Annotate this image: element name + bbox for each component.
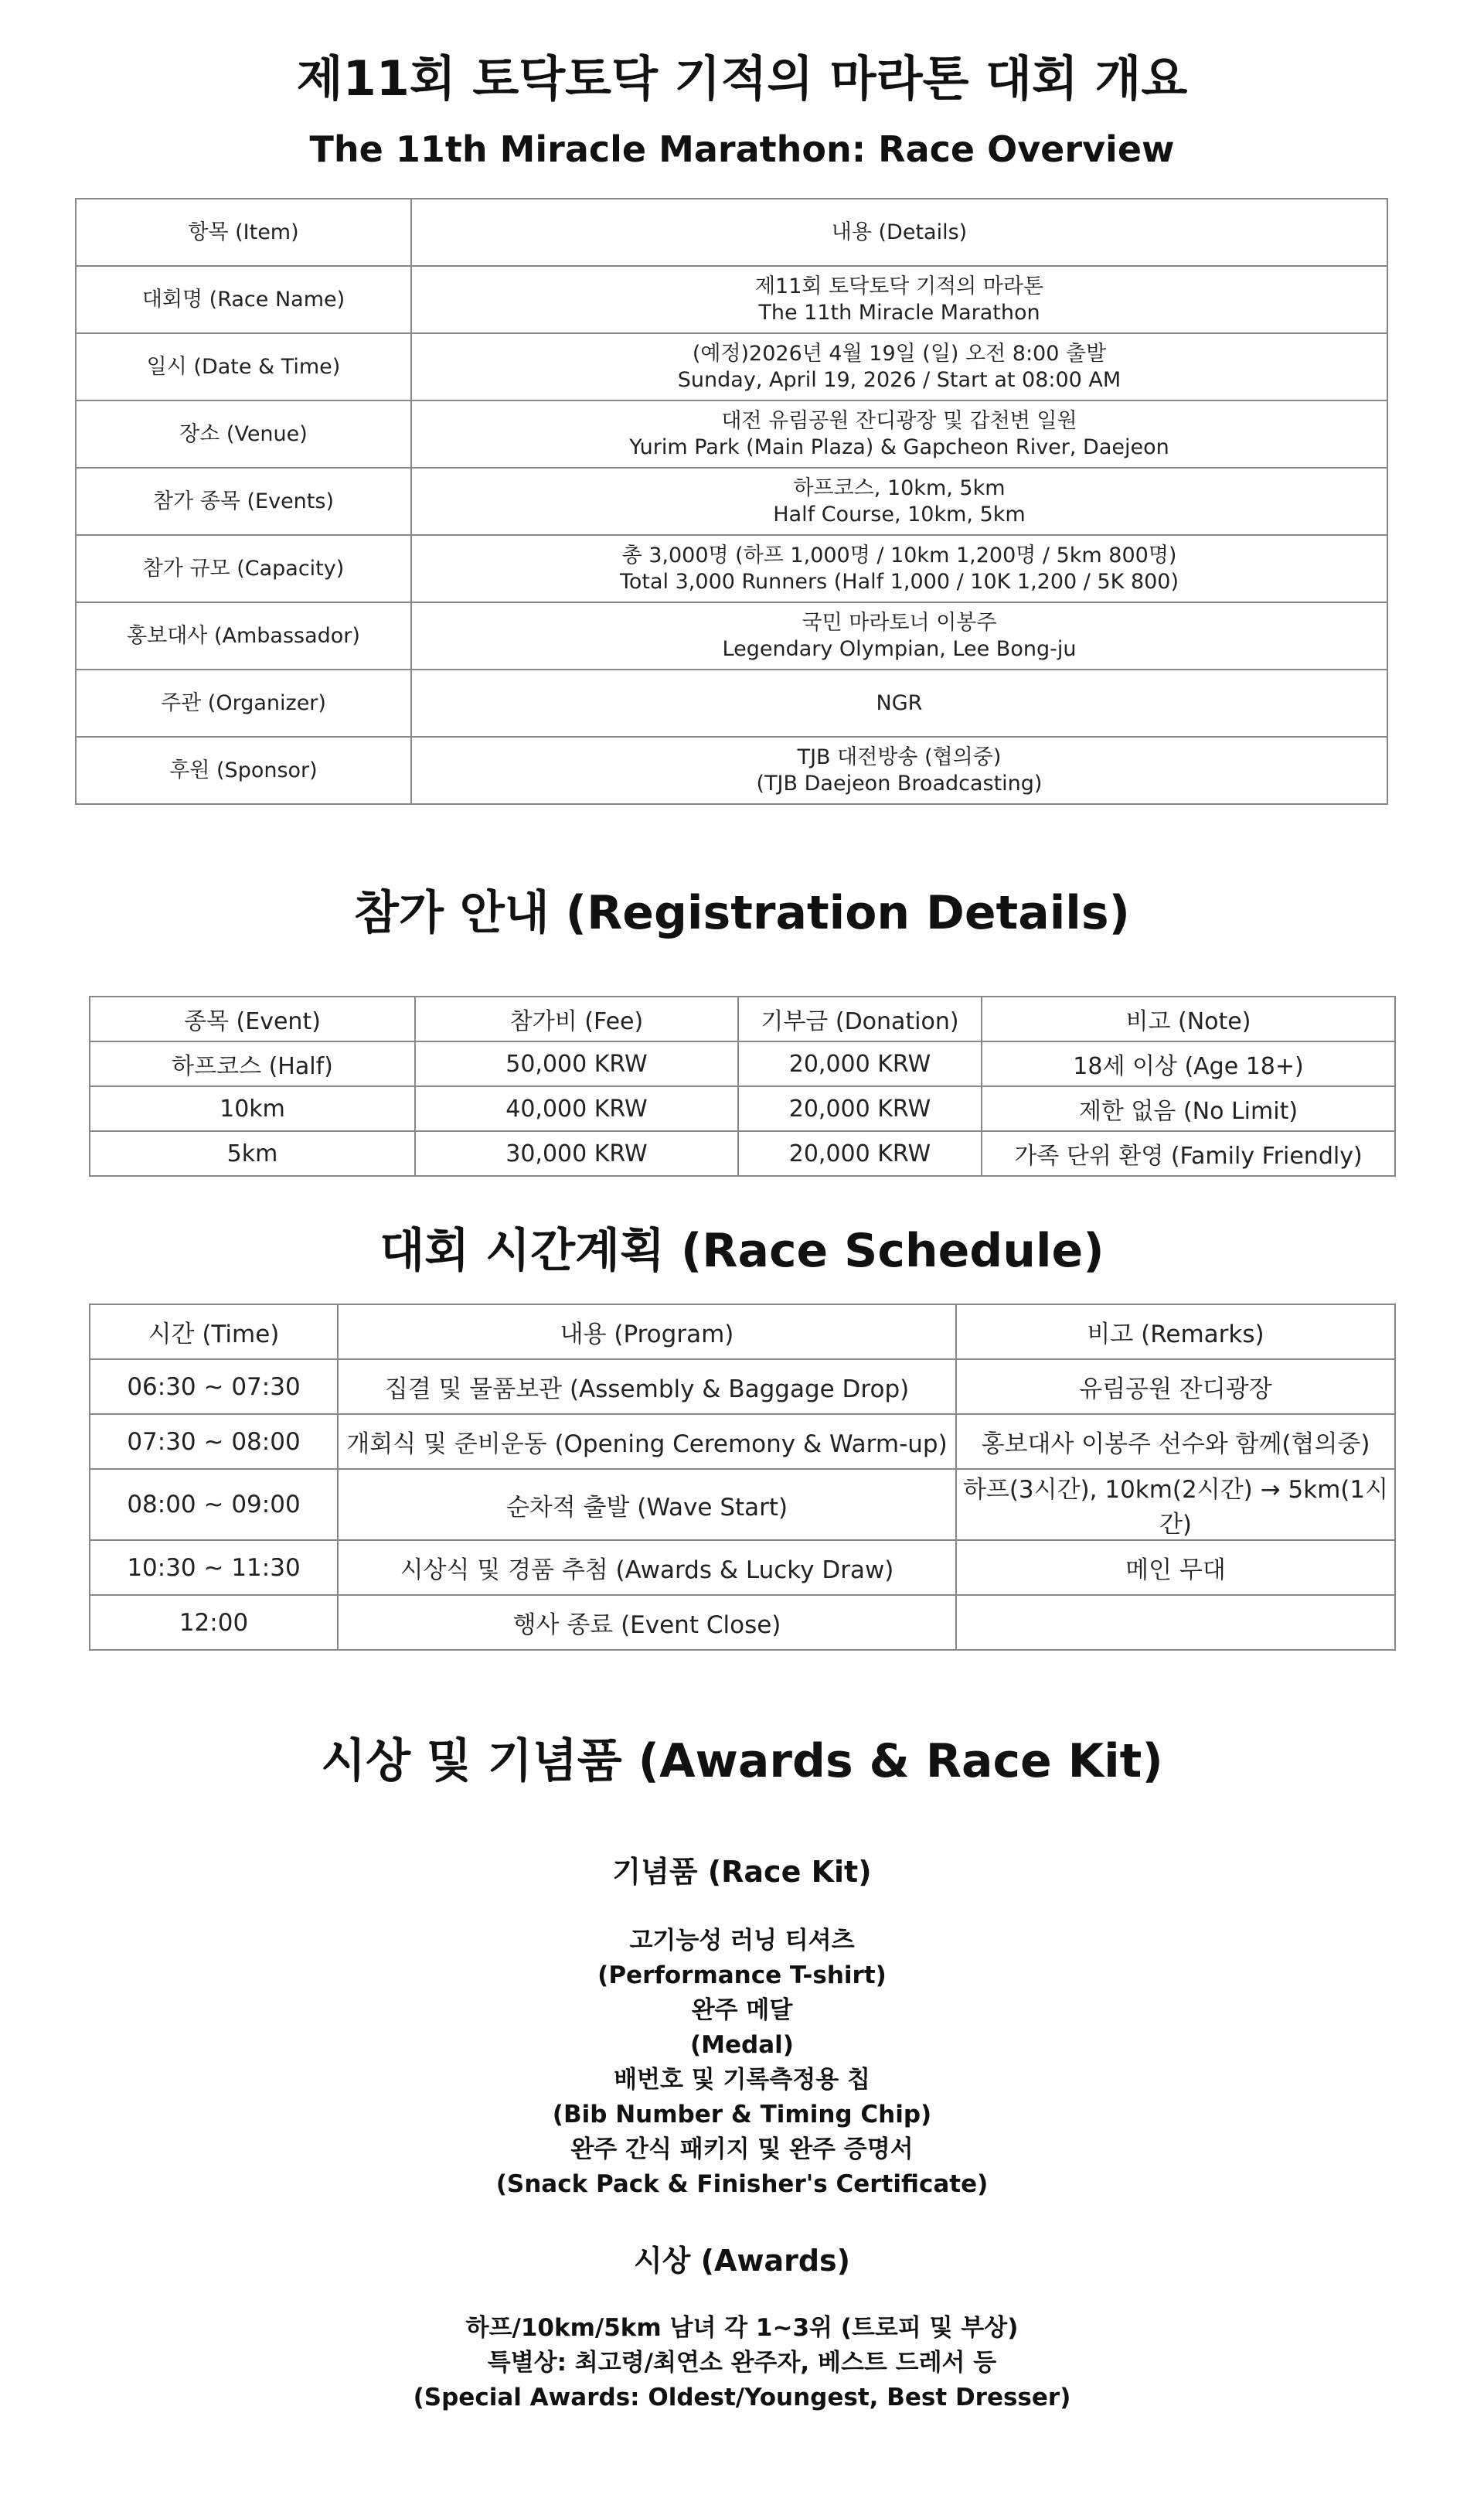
table-row [90,1359,1395,1414]
race-kit-item: 완주 메달 [691,1996,793,2024]
details-line1: 대전 유림공원 잔디광장 및 갑천변 일원 [721,408,1077,433]
table-row [76,468,1387,535]
details-line2: Yurim Park (Main Plaza) & Gapcheon River, Daejeon [629,435,1169,459]
table-row [76,737,1387,804]
page-title-korean: 제11회 토닥토닥 기적의 마라톤 대회 개요 [296,50,1188,107]
registration-section-title: 참가 안내 (Registration Details) [354,886,1130,940]
table-cell: 행사 종료 (Event Close) [338,1595,956,1650]
table-cell: 하프코스 (Half) [90,1041,415,1086]
details-cell [411,535,1387,602]
table-row [90,1041,1395,1086]
table-cell: 유림공원 잔디광장 [956,1359,1395,1414]
table-row [76,333,1387,400]
header-cell: 항목 (Item) [76,199,411,266]
item-cell: 주관 (Organizer) [76,670,411,737]
race-kit-item: 배번호 및 기록측정용 칩 [614,2066,870,2094]
table-cell: 20,000 KRW [738,1041,982,1086]
table-row [76,535,1387,602]
details-line2: (TJB Daejeon Broadcasting) [756,771,1043,796]
registration-table [89,996,1396,1177]
details-cell [411,468,1387,535]
table-cell: 07:30 ~ 08:00 [90,1414,338,1469]
table-cell: 20,000 KRW [738,1086,982,1131]
table-header-row [76,199,1387,266]
details-cell [411,400,1387,468]
table-cell: 18세 이상 (Age 18+) [982,1041,1395,1086]
details-line1: 하프코스, 10km, 5km [793,475,1006,500]
awards-kit-section-title: 시상 및 기념품 (Awards & Race Kit) [321,1734,1163,1788]
table-row [76,602,1387,670]
table-cell: 가족 단위 환영 (Family Friendly) [982,1131,1395,1176]
table-row [90,1414,1395,1469]
details-cell [411,266,1387,333]
details-line1: 제11회 토닥토닥 기적의 마라톤 [754,274,1044,298]
table-cell: 하프(3시간), 10km(2시간) → 5km(1시간) [956,1469,1395,1540]
table-row [90,1595,1395,1650]
header-cell: 시간 (Time) [90,1304,338,1359]
item-cell: 참가 규모 (Capacity) [76,535,411,602]
details-line2: Legendary Olympian, Lee Bong-ju [722,636,1077,661]
table-cell: 5km [90,1131,415,1176]
table-cell: 20,000 KRW [738,1131,982,1176]
table-row [90,1540,1395,1595]
race-kit-item: (Medal) [690,2031,794,2059]
details-cell [411,602,1387,670]
table-header-row [90,997,1395,1041]
details-line2: Half Course, 10km, 5km [773,502,1026,527]
table-cell: 시상식 및 경품 추첨 (Awards & Lucky Draw) [338,1540,956,1595]
table-cell: 10:30 ~ 11:30 [90,1540,338,1595]
page-title-english: The 11th Miracle Marathon: Race Overview [309,128,1175,170]
table-cell: 메인 무대 [956,1540,1395,1595]
details-line1: 국민 마라토너 이봉주 [802,610,997,635]
table-cell: 40,000 KRW [415,1086,738,1131]
race-kit-list [0,1924,1484,2202]
table-cell: 08:00 ~ 09:00 [90,1469,338,1540]
awards-list [0,2311,1484,2415]
header-cell: 비고 (Remarks) [956,1304,1395,1359]
header-cell: 내용 (Details) [411,199,1387,266]
item-cell: 홍보대사 (Ambassador) [76,602,411,670]
details-line1: TJB 대전방송 (협의중) [797,745,1002,769]
item-cell: 대회명 (Race Name) [76,266,411,333]
race-kit-item: 고기능성 러닝 티셔츠 [629,1927,855,1955]
table-row [90,1131,1395,1176]
header-cell: 참가비 (Fee) [415,997,738,1041]
award-item: (Special Awards: Oldest/Youngest, Best Dresser) [413,2384,1071,2411]
item-cell: 장소 (Venue) [76,400,411,468]
table-row [76,400,1387,468]
details-line2: Total 3,000 Runners (Half 1,000 / 10K 1,200 / 5K 800) [619,569,1179,594]
details-cell [411,737,1387,804]
header-cell: 기부금 (Donation) [738,997,982,1041]
header-cell: 종목 (Event) [90,997,415,1041]
details-line1: 총 3,000명 (하프 1,000명 / 10km 1,200명 / 5km 800명) [621,543,1177,567]
table-header-row [90,1304,1395,1359]
item-cell: 후원 (Sponsor) [76,737,411,804]
table-cell: 제한 없음 (No Limit) [982,1086,1395,1131]
award-item: 하프/10km/5km 남녀 각 1~3위 (트로피 및 부상) [465,2314,1019,2342]
details-line1: NGR [876,690,923,715]
table-cell: 50,000 KRW [415,1041,738,1086]
overview-table [75,198,1388,805]
table-row [76,670,1387,737]
awards-subtitle: 시상 (Awards) [633,2244,851,2278]
details-line2: Sunday, April 19, 2026 / Start at 08:00 AM [677,367,1122,392]
table-cell: 10km [90,1086,415,1131]
award-item: 특별상: 최고령/최연소 완주자, 베스트 드레서 등 [487,2349,997,2377]
header-cell: 내용 (Program) [338,1304,956,1359]
table-cell: 개회식 및 준비운동 (Opening Ceremony & Warm-up) [338,1414,956,1469]
race-kit-item: (Performance T-shirt) [597,1961,887,1989]
details-line2: The 11th Miracle Marathon [758,300,1040,325]
table-cell: 집결 및 물품보관 (Assembly & Baggage Drop) [338,1359,956,1414]
item-cell: 참가 종목 (Events) [76,468,411,535]
table-row [90,1469,1395,1540]
table-cell: 30,000 KRW [415,1131,738,1176]
race-kit-item: (Bib Number & Timing Chip) [552,2101,932,2128]
table-cell: 06:30 ~ 07:30 [90,1359,338,1414]
table-row [76,266,1387,333]
table-cell [956,1595,1395,1650]
details-cell [411,333,1387,400]
header-cell: 비고 (Note) [982,997,1395,1041]
table-cell: 홍보대사 이봉주 선수와 함께(협의중) [956,1414,1395,1469]
table-row [90,1086,1395,1131]
schedule-table [89,1304,1396,1651]
details-cell [411,670,1387,737]
race-kit-item: 완주 간식 패키지 및 완주 증명서 [570,2135,914,2163]
table-cell: 순차적 출발 (Wave Start) [338,1469,956,1540]
schedule-section-title: 대회 시간계획 (Race Schedule) [380,1224,1104,1278]
table-cell: 12:00 [90,1595,338,1650]
race-kit-subtitle: 기념품 (Race Kit) [612,1855,872,1889]
details-line1: (예정)2026년 4월 19일 (일) 오전 8:00 출발 [692,341,1107,366]
race-kit-item: (Snack Pack & Finisher's Certificate) [495,2170,989,2198]
item-cell: 일시 (Date & Time) [76,333,411,400]
